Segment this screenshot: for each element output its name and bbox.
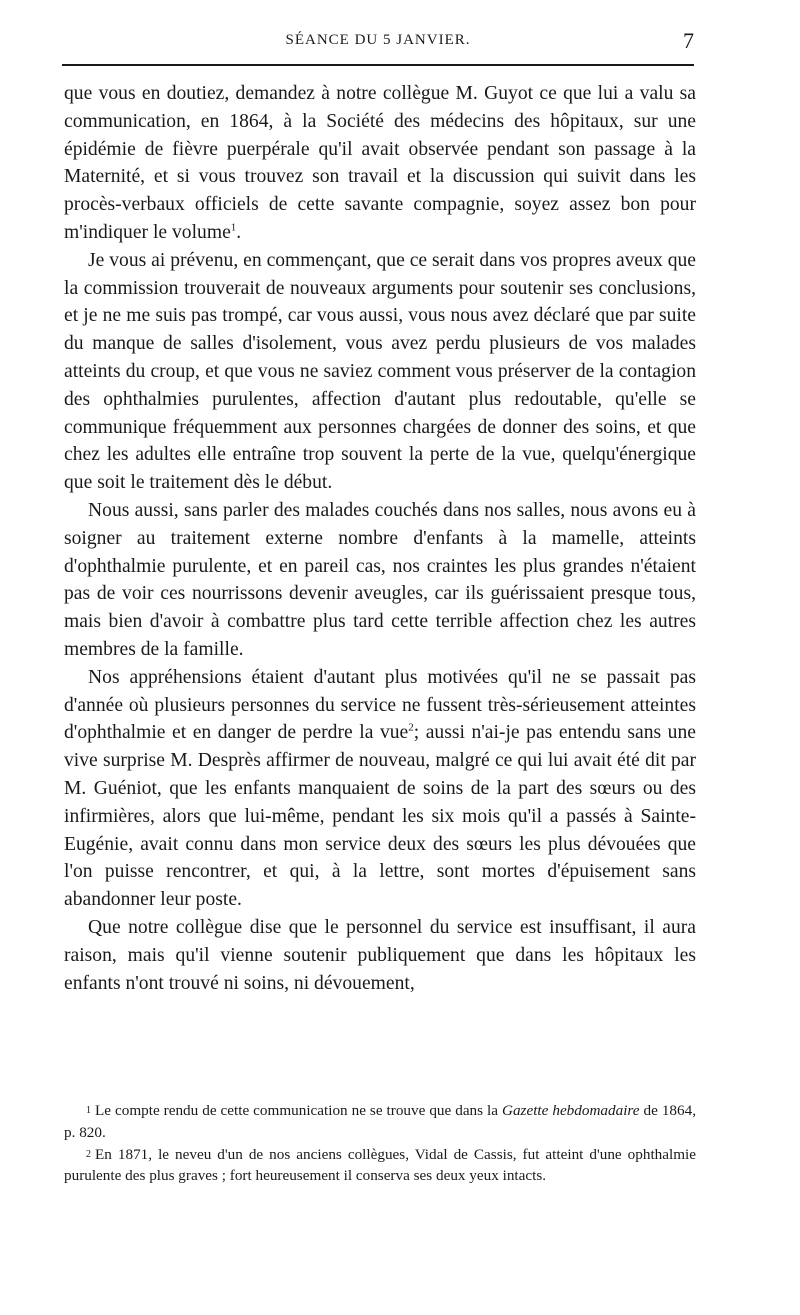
header-title: SÉANCE DU 5 JANVIER. xyxy=(285,32,471,48)
running-header xyxy=(60,28,696,58)
paragraph-1 xyxy=(64,80,696,247)
footnote-ref-1: 1 xyxy=(230,221,237,234)
footnote-1-italic: Gazette hebdomadaire xyxy=(501,1102,640,1119)
header-rule xyxy=(62,64,694,66)
footnote-2 xyxy=(64,1144,696,1188)
footnotes xyxy=(64,1100,696,1187)
paragraph-4 xyxy=(64,664,696,914)
footnote-2-marker: 2 xyxy=(86,1148,91,1160)
footnote-2-text: En 1871, le neveu d'un de nos anciens collègues, Vidal de Cassis, fut atteint d'une ophthalmie purulente des plus graves ; fort heureusement il conserva ses deux yeux intacts. xyxy=(64,1145,696,1185)
paragraph-1-end: . xyxy=(236,221,242,243)
footnote-1-marker: 1 xyxy=(86,1105,91,1116)
paragraph-3: Nous aussi, sans parler des malades couchés dans nos salles, nous avons eu à soigner au traitement externe nombre d'enfants à la mamelle, atteints d'ophthalmie purulente, et en pareil cas, nos craintes les plus grandes n'étaient pas de voir ces nourrissons devenir aveugles, car ils guérissaient presque tous, mais bien d'avoir à combattre plus tard cette terrible affection chez les autres membres de la famille. xyxy=(64,499,696,660)
body-text xyxy=(64,80,696,997)
paragraph-1-text: que vous en doutiez, demandez à notre collègue M. Guyot ce que lui a valu sa communication, en 1864, à la Société des médecins des hôpitaux, sur une épidémie de fièvre puerpérale qu'il avait observée pendant son passage à la Maternité, et si vous trouvez son travail et la discussion qui suivit dans les procès-verbaux officiels de cette savante compagnie, soyez assez bon pour m'indiquer le volume xyxy=(64,83,696,243)
paragraph-4-text-b: ; aussi n'ai-je pas entendu sans une vive surprise M. Desprès affirmer de nouveau, malgré ce qui lui avait été dit par M. Guéniot, que les enfants manquaient de soins de la part des sœurs ou des infirmières, alors que lui-même, pendant les six mois qu'il a passés à Sainte-Eugénie, avait connu dans mon service deux des sœurs les plus dévouées que l'on puisse rencontrer, et qui, à la lettre, sont mortes d'épuisement sans abandonner leur poste. xyxy=(64,722,696,911)
footnote-1 xyxy=(64,1100,696,1144)
page-number: 7 xyxy=(683,28,694,53)
paragraph-5: Que notre collègue dise que le personnel du service est insuffisant, il aura raison, mais qu'il vienne soutenir publiquement que dans les hôpitaux les enfants n'ont trouvé ni soins, ni dévouement, xyxy=(64,916,696,994)
footnote-1-text-b: de 1864, p. 820. xyxy=(64,1102,696,1141)
paragraph-2: Je vous ai prévenu, en commençant, que ce serait dans vos propres aveux que la commission trouverait de nouveaux arguments pour soutenir ses conclusions, et je ne me suis pas trompé, car vous aussi, vous nous avez déclaré que par suite du manque de salles d'isolement, vous avez perdu plusieurs de vos malades atteints du croup, et que vous ne saviez comment vous préserver de la contagion des ophthalmies purulentes, affection d'autant plus redoutable, qu'elle se communique fréquemment aux personnes chargées de donner des soins, et que chez les adultes elle entraîne trop souvent la perte de la vue, quelqu'énergique que soit le traitement dès le début. xyxy=(64,249,696,494)
footnote-1-text-a: Le compte rendu de cette communication ne se trouve que dans la xyxy=(95,1102,502,1119)
paragraph-4-text-a: Nos appréhensions étaient d'autant plus motivées qu'il ne se passait pas d'année où plusieurs personnes du service ne fussent très-sérieusement atteintes d'ophthalmie et en danger de perdre la vue xyxy=(64,666,696,744)
footnote-ref-2: 2 xyxy=(408,721,414,734)
